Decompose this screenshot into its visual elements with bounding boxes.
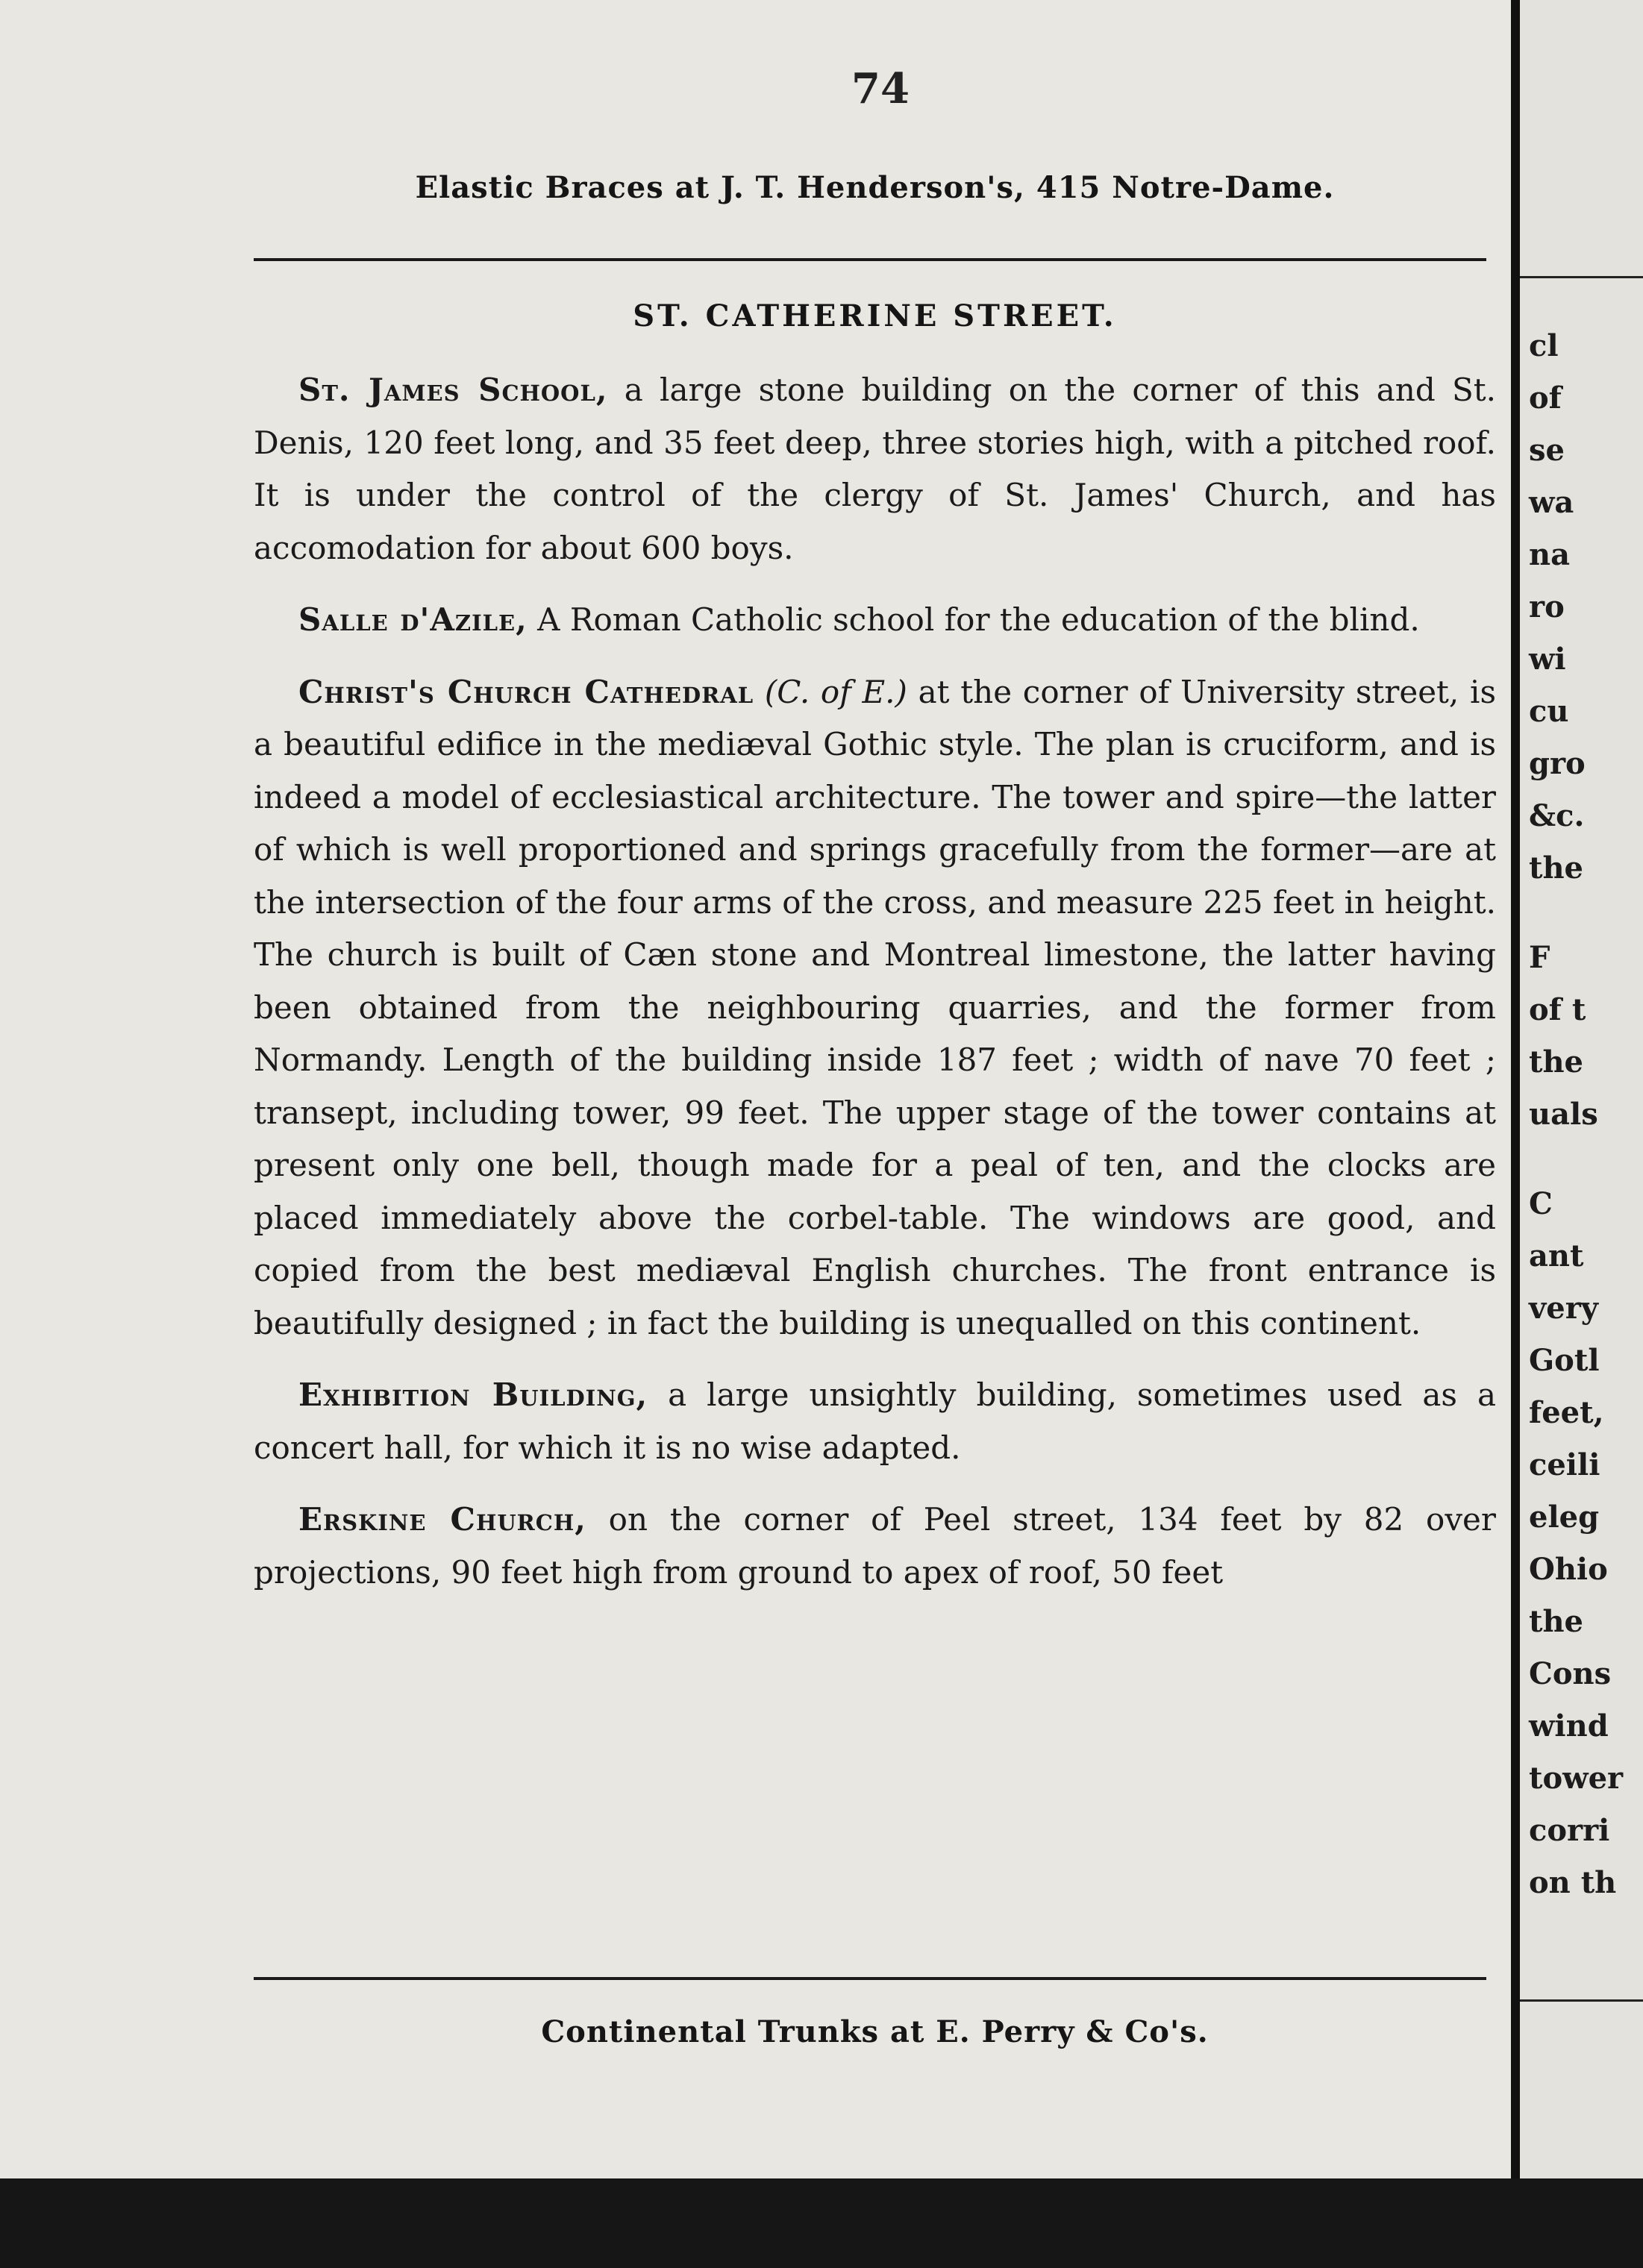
facing-page-fragment: corri <box>1529 1813 1610 1848</box>
facing-page-fragment: se <box>1529 433 1565 468</box>
entry-text: at the corner of University street, is a beautiful edifice in the mediæval Gothic style. The plan is cruciform, and is indeed a model of ecclesiastical architecture. The tower and spire—the latter of which is well proportioned and springs gracefully from the former—are at the intersection of the four arms of the cross, and measure 225 feet in height. The church is built of Cæn stone and Montreal limestone, the latter having been obtained from the neighbouring quarries, and the former from Normandy. Length of the building inside 187 feet ; width of nave 70 feet ; transept, including tower, 99 feet. The upper stage of the tower contains at present only one bell, though made for a peal of ten, and the clocks are placed immediately above the corbel-table. The windows are good, and copied from the best mediæval English churches. The front entrance is beautifully designed ; in fact the building is unequalled on this continent. <box>254 673 1496 1341</box>
scanner-bed <box>0 2178 1643 2268</box>
facing-page-fragment: uals <box>1529 1097 1598 1132</box>
facing-page-fragment: the <box>1529 1604 1584 1639</box>
facing-page <box>1520 0 1643 2178</box>
facing-page-fragment: na <box>1529 537 1570 572</box>
book-gutter <box>1511 0 1520 2178</box>
header-rule <box>254 258 1486 261</box>
facing-page-rule <box>1520 276 1643 278</box>
footer-rule <box>254 1977 1486 1980</box>
entry-st-james-school <box>254 364 1496 574</box>
header-advertisement: Elastic Braces at J. T. Henderson's, 415 Notre-Dame. <box>415 170 1335 205</box>
entry-exhibition-building <box>254 1369 1496 1474</box>
facing-page-fragment: cu <box>1529 694 1569 729</box>
facing-page-fragment: Cons <box>1529 1656 1612 1691</box>
facing-page-fragment: of <box>1529 380 1562 416</box>
facing-page-fragment: ro <box>1529 589 1565 624</box>
entry-text: A Roman Catholic school for the education of the blind. <box>527 601 1420 638</box>
facing-page-fragment: C <box>1529 1186 1553 1221</box>
facing-page-fragment: &c. <box>1529 798 1585 833</box>
facing-page-fragment: of t <box>1529 992 1586 1027</box>
facing-page-fragment: cl <box>1529 328 1559 363</box>
entry-text: a large stone building on the corner of this and St. Denis, 120 feet long, and 35 feet deep, three stories high, with a pitched roof. It is under the control of the clergy of St. James' Church, and has accomodation for about 600 boys. <box>254 372 1496 566</box>
facing-page-fragment: very <box>1529 1291 1599 1326</box>
facing-page-fragment: feet, <box>1529 1395 1604 1430</box>
entry-name: Erskine Church, <box>298 1501 586 1538</box>
entry-name: St. James School, <box>298 372 608 408</box>
entry-name: Exhibition Building, <box>298 1376 648 1413</box>
facing-page-fragment: ceili <box>1529 1447 1600 1482</box>
street-heading: ST. CATHERINE STREET. <box>633 298 1117 333</box>
facing-page-fragment: Gotl <box>1529 1343 1600 1378</box>
entry-denomination: (C. of E.) <box>764 673 907 710</box>
facing-page-fragment: eleg <box>1529 1500 1600 1535</box>
facing-page-fragment: gro <box>1529 746 1586 781</box>
facing-page-fragment: tower <box>1529 1761 1624 1796</box>
entry-text: on the corner of Peel street, 134 feet by 82 over projections, 90 feet high from ground to apex of roof, 50 feet <box>254 1501 1496 1591</box>
facing-page-fragment: wind <box>1529 1708 1609 1744</box>
entry-text: a large unsightly building, sometimes used as a concert hall, for which it is no wise adapted. <box>254 1376 1496 1466</box>
facing-page-fragment: wi <box>1529 642 1566 677</box>
facing-page-fragment: Ohio <box>1529 1552 1608 1587</box>
footer-advertisement: Continental Trunks at E. Perry & Co's. <box>541 2014 1209 2049</box>
entry-name: Christ's Church Cathedral <box>298 673 754 710</box>
entry-christs-church-cathedral <box>254 666 1496 1350</box>
page-number: 74 <box>851 64 910 113</box>
entry-salle-d-azile <box>254 594 1496 647</box>
facing-page-fragment: on th <box>1529 1865 1617 1900</box>
facing-page-rule <box>1520 1999 1643 2002</box>
facing-page-fragment: the <box>1529 1044 1584 1080</box>
facing-page-fragment: ant <box>1529 1238 1584 1274</box>
entry-name: Salle d'Azile, <box>298 601 528 638</box>
facing-page-fragment: the <box>1529 850 1584 886</box>
facing-page-fragment: wa <box>1529 485 1574 520</box>
body-text <box>254 364 1496 1599</box>
facing-page-fragment: F <box>1529 940 1550 975</box>
entry-erskine-church <box>254 1494 1496 1599</box>
